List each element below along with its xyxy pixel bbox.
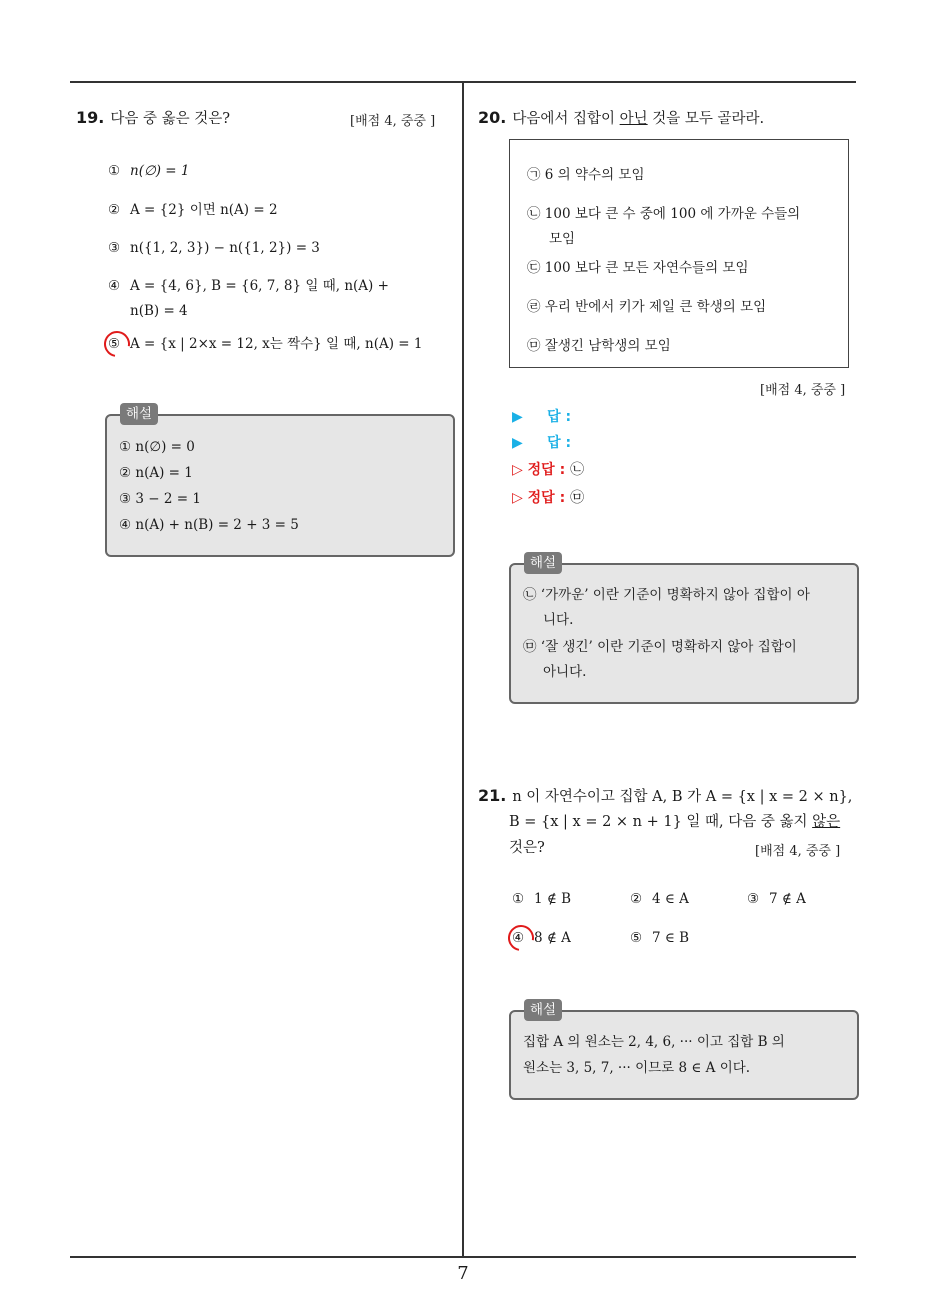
q21-option-1[interactable]: ① 1 ∉ B xyxy=(512,891,572,907)
q21-option-2[interactable]: ② 4 ∈ A xyxy=(630,891,689,907)
q21-option-3[interactable]: ③ 7 ∉ A xyxy=(747,891,806,907)
q20-answer-blank-1[interactable]: ▶ 답 : xyxy=(512,409,572,425)
q19-solution-tag: 해설 xyxy=(120,403,158,425)
q20-item-5: ㉤ 잘생긴 남학생의 모임 xyxy=(527,338,671,354)
q20-header xyxy=(478,108,764,129)
q20-question-pre: 다음에서 집합이 xyxy=(512,111,620,127)
column-divider xyxy=(462,81,464,1257)
q20-correct-answer-1: ▷ 정답 : ㉡ xyxy=(512,462,585,478)
q20-solution-tag: 해설 xyxy=(524,552,562,574)
q20-item-2: ㉡ 100 보다 큰 수 중에 100 에 가까운 수들의 xyxy=(527,206,801,222)
q21-line-1: n 이 자연수이고 집합 A, B 가 A = {x | x = 2 × n}, xyxy=(512,789,853,805)
q21-solution-box xyxy=(509,1010,859,1100)
q19-score: [배점 4, 중중 ] xyxy=(350,114,436,129)
q21-solution-line-1: 집합 A 의 원소는 2, 4, 6, ··· 이고 집합 B 의 xyxy=(523,1034,785,1050)
q21-number: 21. xyxy=(478,786,507,805)
play-arrow-icon: ▶ xyxy=(512,409,523,425)
q19-solution-line-1: ① n(∅) = 0 xyxy=(119,439,195,455)
q20-number: 20. xyxy=(478,108,507,127)
q20-item-3: ㉢ 100 보다 큰 모든 자연수들의 모임 xyxy=(527,260,749,276)
q20-item-2-cont: 모임 xyxy=(549,231,576,247)
q19-option-3[interactable]: ③ n({1, 2, 3}) − n({1, 2}) = 3 xyxy=(108,240,320,256)
q20-solution-line-1: ㉡ ‘가까운’ 이란 기준이 명확하지 않아 집합이 아 xyxy=(523,587,810,603)
q21-line-3: 것은? xyxy=(509,840,545,856)
outline-arrow-icon: ▷ xyxy=(512,462,523,478)
q20-question-post: 것을 모두 골라라. xyxy=(647,111,765,127)
q19-solution-box xyxy=(105,414,455,557)
q21-score: [배점 4, 중중 ] xyxy=(755,844,841,859)
q20-solution-box xyxy=(509,563,859,704)
q19-option-4[interactable]: ④ A = {4, 6}, B = {6, 7, 8} 일 때, n(A) + xyxy=(108,278,389,294)
q19-number: 19. xyxy=(76,108,105,127)
q21-header xyxy=(478,786,852,807)
q21-line-2: B = {x | x = 2 × n + 1} 일 때, 다음 중 옳지 않은 xyxy=(509,814,841,830)
q19-solution-line-3: ③ 3 − 2 = 1 xyxy=(119,491,201,507)
q19-solution-line-4: ④ n(A) + n(B) = 2 + 3 = 5 xyxy=(119,517,299,533)
q19-option-1[interactable]: ① n(∅) = 1 xyxy=(108,163,190,179)
q21-option-5[interactable]: ⑤ 7 ∈ B xyxy=(630,930,690,946)
q19-option-4-cont: n(B) = 4 xyxy=(130,303,188,319)
q20-item-4: ㉣ 우리 반에서 키가 제일 큰 학생의 모임 xyxy=(527,299,767,315)
q19-option-2[interactable]: ② A = {2} 이면 n(A) = 2 xyxy=(108,202,278,218)
q20-solution-line-4: 아니다. xyxy=(543,664,587,680)
page-number: 7 xyxy=(457,1263,469,1284)
q19-header xyxy=(76,108,230,129)
outline-arrow-icon: ▷ xyxy=(512,490,523,506)
q20-item-1: ㉠ 6 의 약수의 모임 xyxy=(527,167,645,183)
q20-question-underlined: 아닌 xyxy=(619,111,648,127)
q20-answer-blank-2[interactable]: ▶ 답 : xyxy=(512,435,572,451)
q20-score: [배점 4, 중중 ] xyxy=(760,383,846,398)
q19-solution-line-2: ② n(A) = 1 xyxy=(119,465,193,481)
play-arrow-icon: ▶ xyxy=(512,435,523,451)
q19-question: 다음 중 옳은 것은? xyxy=(110,111,230,127)
q19-option-5[interactable]: ⑤ A = {x | 2×x = 12, x는 짝수} 일 때, n(A) = 1 xyxy=(108,336,423,352)
q21-solution-line-2: 원소는 3, 5, 7, ··· 이므로 8 ∈ A 이다. xyxy=(523,1060,751,1076)
bottom-rule xyxy=(70,1256,856,1258)
q20-solution-line-3: ㉤ ‘잘 생긴’ 이란 기준이 명확하지 않아 집합이 xyxy=(523,639,797,655)
q21-underlined: 않은 xyxy=(812,814,841,830)
q20-solution-line-2: 니다. xyxy=(543,612,574,628)
q21-option-4[interactable]: ④ 8 ∉ A xyxy=(512,930,571,946)
q20-correct-answer-2: ▷ 정답 : ㉤ xyxy=(512,490,585,506)
q21-solution-tag: 해설 xyxy=(524,999,562,1021)
